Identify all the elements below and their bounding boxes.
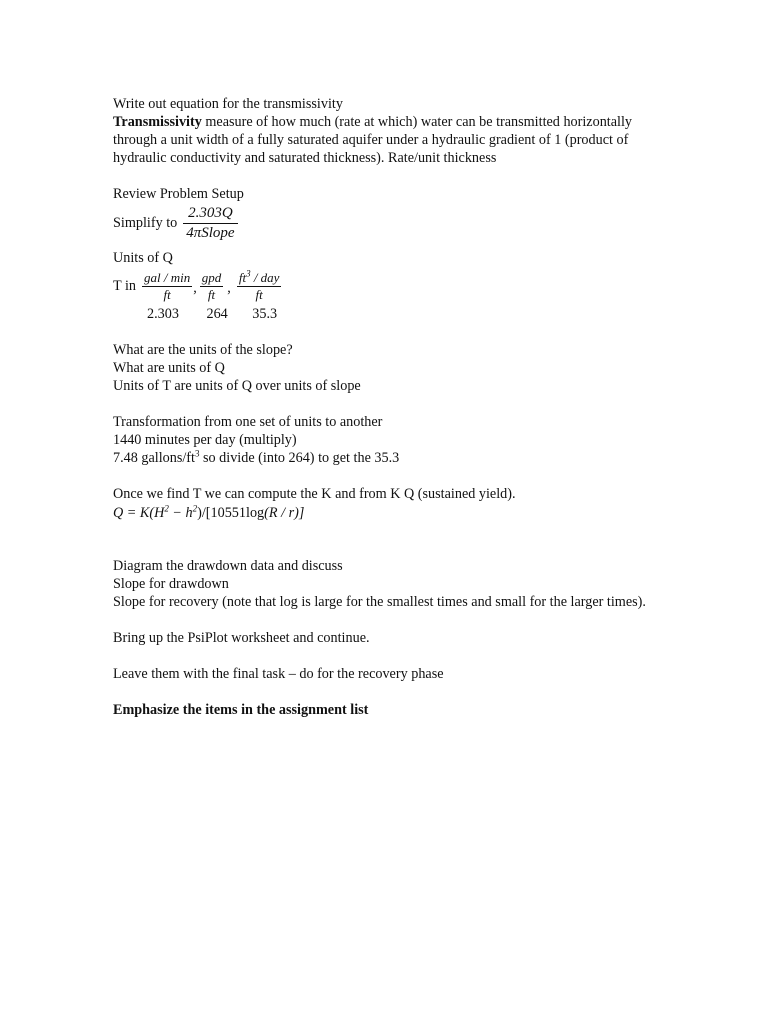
document-page [113, 95, 658, 719]
text-line: What are units of Q [113, 360, 225, 376]
equation-part: )/[1055 [197, 505, 239, 521]
unit-fraction-gpd [200, 270, 224, 303]
emphasis-text: Emphasize the items in the assignment list [113, 702, 369, 718]
conversion-value: 264 [206, 306, 228, 322]
conversion-value: 35.3 [252, 306, 278, 322]
emphasis-line [113, 701, 658, 719]
text-line: Diagram the drawdown data and discuss [113, 558, 343, 574]
text-line: Transformation from one set of units to another [113, 414, 383, 430]
fraction-numerator: gal / min [144, 269, 191, 285]
simplify-label: Simplify to [113, 214, 178, 231]
superscript: 2 [164, 503, 169, 514]
equation-part: 1log [238, 505, 265, 521]
numerator-part: ft [238, 269, 247, 285]
text-line: Write out equation for the transmissivity [113, 96, 343, 112]
fraction-denominator: 4πSlope [186, 224, 235, 241]
text-line: Units of Q [113, 250, 173, 266]
text-line: Leave them with the final task – do for the recovery phase [113, 666, 444, 682]
superscript: 3 [246, 268, 251, 279]
equation-part: (R / r)] [264, 505, 305, 521]
text-line: Units of T are units of Q over units of slope [113, 378, 361, 394]
superscript: 2 [192, 503, 198, 514]
equation-part: − h [168, 505, 193, 521]
fraction-denominator: ft [207, 286, 216, 302]
fraction-denominator: ft [163, 286, 171, 302]
text-line: Slope for recovery (note that log is large for the smallest times and small for the larger times). [113, 594, 646, 610]
unit-fraction-gal-min [142, 270, 192, 303]
fraction-numerator: gpd [201, 269, 222, 285]
t-in-label: T in [113, 277, 136, 294]
text-line: Bring up the PsiPlot worksheet and continue. [113, 630, 370, 646]
unit-fraction-ft3-day [237, 270, 282, 303]
fraction-numerator: 2.303Q [183, 204, 237, 224]
text-line: Slope for drawdown [113, 576, 229, 592]
t-units-row [113, 267, 658, 305]
comma: , [227, 279, 231, 296]
transmissivity-definition [113, 113, 658, 167]
transmissivity-term: Transmissivity [113, 114, 202, 130]
fraction-denominator: ft [255, 286, 263, 302]
simplify-fraction [183, 204, 237, 243]
fraction-numerator [237, 270, 282, 287]
text-line: Review Problem Setup [113, 186, 244, 202]
text-line: Once we find T we can compute the K and from K Q (sustained yield). [113, 486, 516, 502]
equation-part: Q = K(H [113, 505, 165, 521]
numerator-part: / day [250, 269, 280, 285]
conversion-value: 2.303 [147, 306, 179, 322]
text-part: so divide (into 264) to get the 35.3 [199, 450, 400, 466]
conversion-values-row [113, 305, 658, 323]
text-line [113, 449, 658, 467]
sustained-yield-equation [113, 503, 658, 523]
text-line: 1440 minutes per day (multiply) [113, 432, 297, 448]
superscript: 3 [194, 448, 200, 459]
text-line: What are the units of the slope? [113, 342, 293, 358]
simplify-equation [113, 203, 658, 243]
text-part: 7.48 gallons/ft [113, 450, 195, 466]
transmissivity-definition-text: measure of how much (rate at which) water can be transmitted horizontally through a unit width of a fully saturated aquifer under a hydraulic gradient of 1 (product of hydraulic conductivity and saturated thickness). Rate/unit thickness [113, 114, 633, 166]
comma: , [193, 279, 197, 296]
